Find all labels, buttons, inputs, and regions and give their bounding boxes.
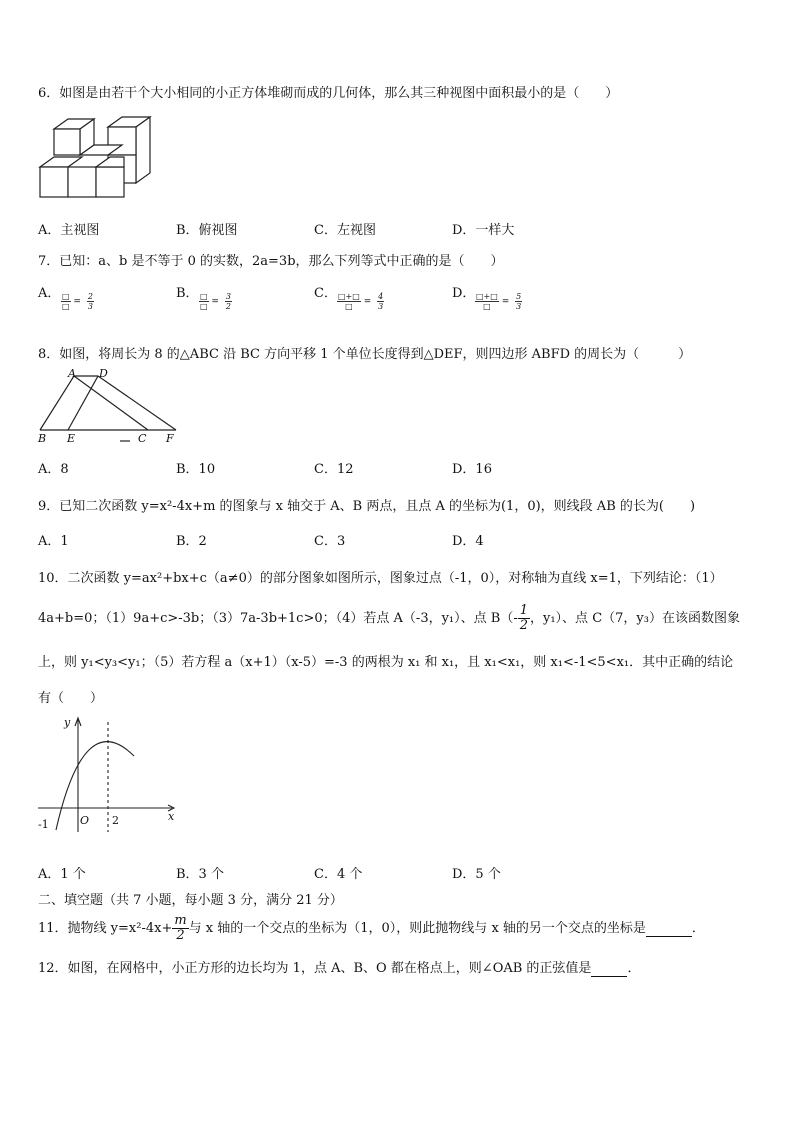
q7-c-rhs-den: 3 (378, 302, 384, 311)
q8-label-a: A (68, 367, 76, 380)
q9-option-b[interactable]: B．2 (176, 534, 207, 549)
q8-label-f: F (166, 432, 174, 445)
q9-option-a[interactable]: A．1 (38, 534, 69, 549)
q7-c-den: □ (345, 302, 353, 311)
q10-option-a[interactable]: A．1 个 (38, 867, 86, 882)
q10-frac-den: 2 (519, 618, 528, 633)
q9-option-c[interactable]: C．3 (314, 534, 346, 549)
q7-option-a-label: A． (38, 286, 61, 301)
q10-tick-2: 2 (112, 814, 119, 827)
q12-text-b: ． (627, 961, 641, 976)
q7-option-d-label: D． (452, 286, 476, 301)
q11-answer-blank[interactable] (646, 921, 692, 937)
q9-stem: 9．已知二次函数 y=x²-4x+m 的图象与 x 轴交于 A、B 两点，且点 A 的坐标为(1，0)，则线段 AB 的长为( ) (38, 499, 696, 514)
q6-option-b[interactable]: B．俯视图 (176, 223, 238, 238)
q6-option-a[interactable]: A．主视图 (38, 223, 100, 238)
q11-fraction (172, 914, 188, 943)
q7-d-rhs-num: 5 (516, 292, 522, 301)
q8-stem: 8．如图，将周长为 8 的△ABC 沿 BC 方向平移 1 个单位长度得到△DEF，则四边形 ABFD 的周长为（ ） (38, 347, 692, 362)
q10-origin: O (80, 814, 90, 827)
q10-fraction (518, 604, 530, 633)
q8-option-d[interactable]: D．16 (452, 462, 492, 477)
q6-option-d[interactable]: D．一样大 (452, 223, 515, 238)
q10-line3: 上，则 y₁<y₃<y₁；（5）若方程 a（x+1）（x-5）=-3 的两根为 x₁ 和 x₁，且 x₁<x₁，则 x₁<-1<5<x₁．其中正确的结论 (38, 655, 734, 670)
q10-option-d[interactable]: D．5 个 (452, 867, 501, 882)
q8-label-b: B (38, 432, 47, 445)
q7-option-b-label: B． (176, 286, 199, 301)
q8-label-c: C (138, 432, 147, 445)
q7-stem: 7．已知：a、b 是不等于 0 的实数，2a=3b，那么下列等式中正确的是（ ） (38, 254, 504, 269)
q7-b-rhs-num: 3 (225, 292, 231, 301)
q6-stem: 6．如图是由若干个大小相同的小正方体堆砌而成的几何体，那么其三种视图中面积最小的是（ ） (38, 86, 619, 101)
q7-d-num: □+□ (476, 292, 498, 301)
q7-a-rhs-den: 3 (87, 302, 93, 311)
q10-line4: 有（ ） (38, 691, 104, 706)
q10-line2b: ，y₁）、点 C（7，y₃）在该函数图象 (530, 611, 740, 626)
q8-option-c[interactable]: C．12 (314, 462, 354, 477)
q10-option-b[interactable]: B．3 个 (176, 867, 224, 882)
q12-stem (38, 957, 640, 977)
q7-d-den: □ (483, 302, 491, 311)
q11-text-b: 与 x 轴的一个交点的坐标为（1，0），则此抛物线与 x 轴的另一个交点的坐标是 (188, 921, 646, 936)
q11-frac-num: m (174, 913, 187, 928)
q7-a-num: □ (62, 292, 70, 301)
q10-frac-num: 1 (519, 603, 528, 618)
q7-a-den: □ (62, 302, 70, 311)
q7-option-a-formula: $\frac{□}{□}$ = $\frac{2}{3}$ (62, 292, 93, 311)
q8-option-a[interactable]: A．8 (38, 462, 69, 477)
q8-triangle-figure (36, 366, 186, 446)
q7-option-d-formula: $\frac{□+□}{□}$ = $\frac{5}{3}$ (476, 292, 522, 311)
q10-line1: 10．二次函数 y=ax²+bx+c（a≠0）的部分图象如图所示，图象过点（-1，0），对称轴为直线 x=1，下列结论：（1） (38, 571, 723, 586)
q9-option-d[interactable]: D．4 (452, 534, 484, 549)
q7-d-rhs-den: 3 (516, 302, 522, 311)
q6-cube-figure (38, 115, 156, 203)
q7-option-b-formula: $\frac{□}{□}$ = $\frac{3}{2}$ (200, 292, 231, 311)
q7-option-c-label: C． (314, 286, 337, 301)
q8-label-d: D (99, 367, 108, 380)
q10-axis-y: y (64, 716, 71, 729)
q10-axis-x: x (168, 810, 175, 823)
q6-option-c[interactable]: C．左视图 (314, 223, 376, 238)
q7-a-rhs-num: 2 (87, 292, 93, 301)
q12-answer-blank[interactable] (591, 961, 627, 977)
q12-text-a: 12．如图，在网格中，小正方形的边长均为 1，点 A、B、O 都在格点上，则∠OAB 的正弦值是 (38, 961, 592, 976)
q8-label-e: E (67, 432, 76, 445)
q11-text-a: 11．抛物线 y=x²-4x+ (38, 921, 173, 936)
q7-option-c-formula: $\frac{□+□}{□}$ = $\frac{4}{3}$ (338, 292, 384, 311)
q10-line2 (38, 604, 740, 633)
q7-c-num: □+□ (338, 292, 360, 301)
q11-text-c: ． (691, 921, 705, 936)
q7-c-rhs-num: 4 (378, 292, 384, 301)
q10-option-c[interactable]: C．4 个 (314, 867, 363, 882)
q7-b-rhs-den: 2 (225, 302, 231, 311)
q10-tick-neg1: -1 (38, 818, 49, 831)
q11-frac-den: 2 (176, 928, 185, 943)
q10-parabola-graph (34, 712, 184, 838)
q11-stem (38, 914, 705, 943)
q8-option-b[interactable]: B．10 (176, 462, 216, 477)
q7-b-den: □ (200, 302, 208, 311)
q10-line2a: 4a+b=0；（1）9a+c>-3b；（3）7a-3b+1c>0；（4）若点 A（-3，y₁）、点 B（- (38, 611, 518, 626)
q7-b-num: □ (200, 292, 208, 301)
section2-title: 二、填空题（共 7 小题，每小题 3 分，满分 21 分） (38, 893, 343, 908)
